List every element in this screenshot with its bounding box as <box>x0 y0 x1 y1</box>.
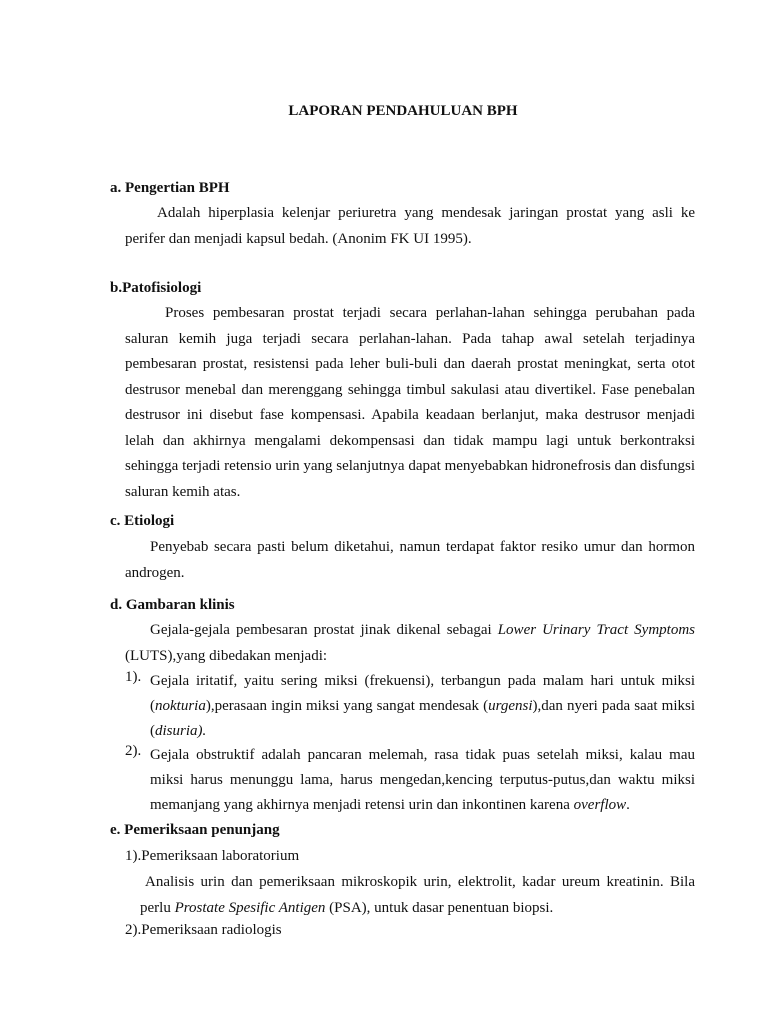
list-item <box>125 743 695 819</box>
paragraph-gambaran-intro <box>125 618 695 669</box>
list-item-text <box>150 743 695 818</box>
item-term: overflow <box>573 797 627 813</box>
item-term: disuria). <box>155 723 207 739</box>
intro-text: (LUTS),yang dibedakan menjadi: <box>125 647 328 664</box>
paragraph-text: Adalah hiperplasia kelenjar periuretra yang mendesak jaringan prostat yang asli ke perifer dan menjadi kapsul bedah. (Anonim FK UI 1995). <box>125 205 695 247</box>
item-term: nokturia <box>155 698 206 714</box>
paragraph-laboratorium <box>140 870 695 921</box>
item-term: urgensi <box>488 698 533 714</box>
item-text: Gejala iritatif, yaitu sering miksi (frekuensi), terbangun pada malam hari untuk miksi ( <box>150 673 695 714</box>
paragraph-text: (PSA), untuk dasar penentuan biopsi. <box>325 899 554 916</box>
paragraph-etiologi <box>125 535 695 586</box>
list-item-text <box>150 669 695 744</box>
subheading-laboratorium: 1).Pemeriksaan laboratorium <box>125 848 300 864</box>
list-item <box>125 669 695 745</box>
list-item-number: 2). <box>125 743 142 759</box>
paragraph-term: Prostate Spesific Antigen <box>174 899 326 916</box>
list-item-number: 1). <box>125 669 142 685</box>
document-title: LAPORAN PENDAHULUAN BPH <box>288 103 518 119</box>
item-text: ),dan nyeri pada saat miksi ( <box>150 698 695 739</box>
section-heading-etiologi: c. Etiologi <box>110 513 175 529</box>
paragraph-pengertian <box>125 201 695 252</box>
section-heading-patofisiologi: b.Patofisiologi <box>110 280 202 296</box>
intro-text: Gejala-gejala pembesaran prostat jinak dikenal sebagai <box>150 622 498 638</box>
item-text: Gejala obstruktif adalah pancaran melemah, rasa tidak puas setelah miksi, kalau mau miksi harus menunggu lama, harus mengedan,kencing terputus-putus,dan waktu miksi memanjang yang akhirnya menjadi retensi urin dan inkontinen karena <box>150 747 695 813</box>
subheading-radiologis: 2).Pemeriksaan radiologis <box>125 922 282 938</box>
section-heading-gambaran-klinis: d. Gambaran klinis <box>110 597 235 613</box>
paragraph-text: Proses pembesaran prostat terjadi secara perlahan-lahan sehingga perubahan pada saluran kemih juga terjadi secara perlahan-lahan. Pada tahap awal setelah terjadinya pembesaran prostat, resistensi pada leher buli-buli dan daerah prostat meningkat, serta otot destrusor menebal dan merenggang sehingga timbul sakulasi atau divertikel. Fase penebalan destrusor ini disebut fase kompensasi. Apabila keadaan berlanjut, maka destrusor menjadi lelah dan akhirnya mengalami dekompensasi dan tidak mampu lagi untuk berkontraksi sehingga terjadi retensio urin yang selanjutnya dapat menyebabkan hidronefrosis dan disfungsi saluran kemih atas. <box>125 305 695 500</box>
paragraph-text: Penyebab secara pasti belum diketahui, namun terdapat faktor resiko umur dan hormon androgen. <box>125 539 695 581</box>
item-text: . <box>626 797 630 813</box>
section-heading-pemeriksaan-penunjang: e. Pemeriksaan penunjang <box>110 822 280 838</box>
item-text: ),perasaan ingin miksi yang sangat mendesak ( <box>205 698 489 714</box>
paragraph-text: Analisis urin dan pemeriksaan mikroskopik urin, elektrolit, kadar ureum kreatinin. Bila perlu <box>140 874 695 916</box>
paragraph-patofisiologi <box>125 301 695 505</box>
section-heading-pengertian: a. Pengertian BPH <box>110 180 230 196</box>
intro-term: Lower Urinary Tract Symptoms <box>497 622 695 638</box>
